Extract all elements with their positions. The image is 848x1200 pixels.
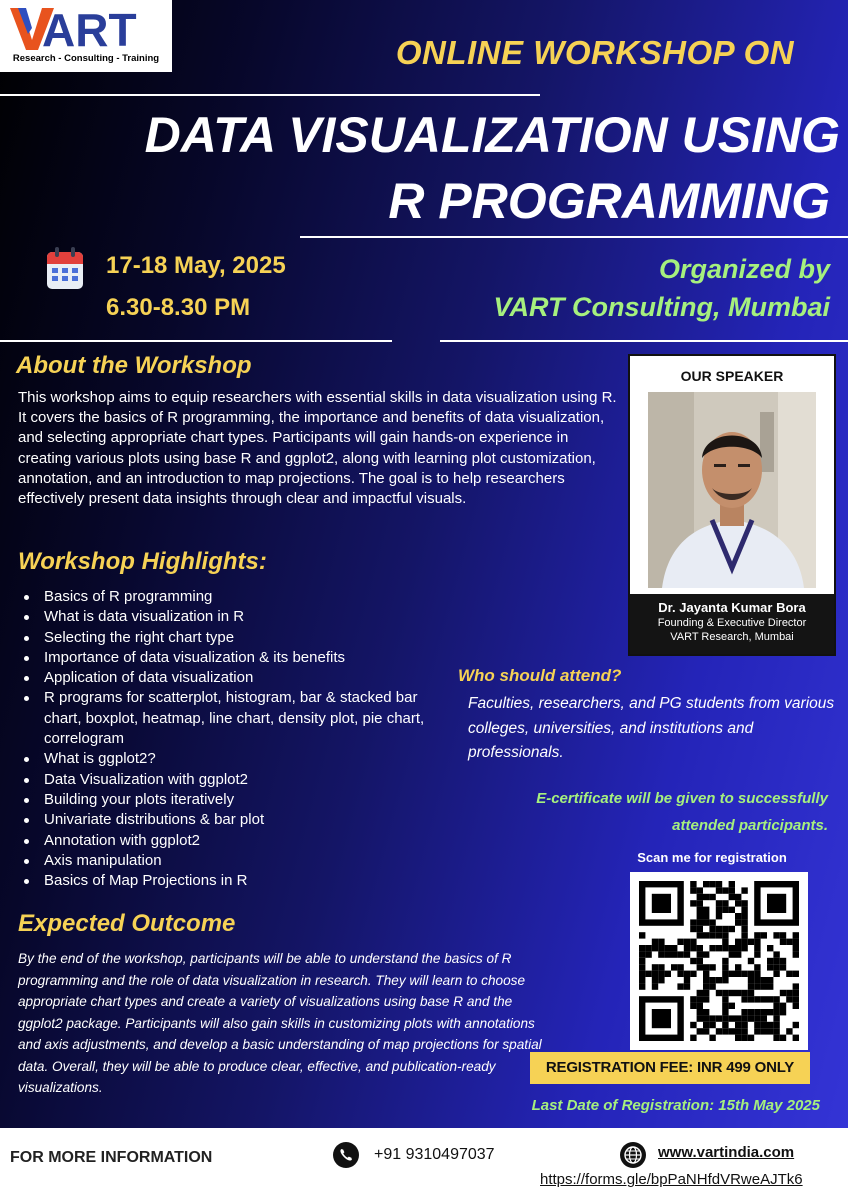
website-link[interactable]: www.vartindia.com bbox=[658, 1144, 795, 1161]
list-item: Building your plots iteratively bbox=[22, 790, 442, 810]
vart-logo-icon bbox=[8, 4, 164, 52]
audience-text: Faculties, researchers, and PG students from various colleges, universities, and institutions and professionals. bbox=[468, 695, 835, 761]
qr-code-icon bbox=[630, 872, 808, 1050]
svg-text:ART: ART bbox=[42, 4, 137, 52]
workshop-kicker: ONLINE WORKSHOP ON bbox=[395, 34, 795, 71]
speaker-name: Dr. Jayanta Kumar Bora bbox=[658, 600, 806, 615]
list-item: What is ggplot2? bbox=[22, 749, 442, 769]
list-item: Basics of Map Projections in R bbox=[22, 871, 442, 891]
list-item: Annotation with ggplot2 bbox=[22, 831, 442, 851]
highlights-list bbox=[22, 587, 442, 891]
divider bbox=[0, 340, 392, 342]
logo-tagline: Research - Consulting - Training bbox=[12, 53, 160, 64]
registration-form-link[interactable]: https://forms.gle/bpPaNHfdVRweAJTk6 bbox=[540, 1171, 803, 1188]
outcome-text: By the end of the workshop, participants will be able to understand the basics of R programming and the role of data visualization in research. They will learn to choose appropriate chart types and create a variety of visualizations using base R and the ggplot2 package. Participants will also gain skills in customizing plots with annotations and axis adjustments, and develop a basic understanding of map projections for spatial data. Overall, they will be able to produce clear, effective, and publication-ready visualizations. bbox=[18, 951, 542, 1095]
list-item: What is data visualization in R bbox=[22, 607, 442, 627]
registration-deadline: Last Date of Registration: 15th May 2025 bbox=[531, 1097, 820, 1114]
logo bbox=[0, 0, 172, 72]
list-item: R programs for scatterplot, histogram, bar & stacked bar chart, boxplot, heatmap, line chart, density plot, pie chart, correlogram bbox=[22, 688, 442, 749]
calendar-icon bbox=[46, 246, 84, 290]
registration-fee-badge bbox=[530, 1052, 810, 1084]
event-time: 6.30-8.30 PM bbox=[106, 294, 251, 321]
audience-heading: Who should attend? bbox=[458, 666, 622, 685]
registration-fee: REGISTRATION FEE: INR 499 ONLY bbox=[545, 1059, 795, 1076]
speaker-organization: VART Research, Mumbai bbox=[670, 631, 794, 643]
title-line-1: DATA VISUALIZATION USING bbox=[144, 107, 840, 163]
divider bbox=[440, 340, 848, 342]
about-text: This workshop aims to equip researchers with essential skills in data visualization using R. It covers the basics of R programming, the importance and benefits of data visualization, and selecting appropriate chart types. Participants will gain hands-on experience in creating various plots using base R and ggplot2, along with learning plot customization, annotation, and an introduction to map projections. The goal is to help researchers effectively present data insights through clear and impactful visuals. bbox=[18, 389, 617, 508]
list-item: Application of data visualization bbox=[22, 668, 442, 688]
speaker-portrait-image bbox=[648, 392, 816, 588]
more-info-label: FOR MORE INFORMATION bbox=[10, 1149, 213, 1166]
scan-label: Scan me for registration bbox=[637, 850, 787, 865]
list-item: Data Visualization with ggplot2 bbox=[22, 770, 442, 790]
divider bbox=[300, 236, 848, 238]
speaker-photo bbox=[648, 392, 816, 588]
registration-qr-code[interactable] bbox=[630, 872, 808, 1050]
organizer-name: VART Consulting, Mumbai bbox=[493, 292, 830, 322]
speaker-label: OUR SPEAKER bbox=[680, 368, 784, 384]
outcome-heading: Expected Outcome bbox=[18, 910, 236, 937]
phone-number[interactable]: +91 9310497037 bbox=[374, 1146, 495, 1163]
event-date: 17-18 May, 2025 bbox=[106, 252, 286, 279]
about-heading: About the Workshop bbox=[16, 352, 252, 379]
certificate-note-line-1: E-certificate will be given to successfully bbox=[536, 790, 828, 807]
footer bbox=[0, 1128, 848, 1200]
speaker-card bbox=[628, 354, 836, 656]
divider bbox=[0, 94, 540, 96]
list-item: Selecting the right chart type bbox=[22, 628, 442, 648]
speaker-caption bbox=[630, 594, 834, 654]
list-item: Basics of R programming bbox=[22, 587, 442, 607]
certificate-note-line-2: attended participants. bbox=[672, 817, 828, 834]
organized-by-label: Organized by bbox=[658, 254, 830, 284]
speaker-role: Founding & Executive Director bbox=[657, 617, 807, 629]
list-item: Importance of data visualization & its benefits bbox=[22, 648, 442, 668]
title-line-2: R PROGRAMMING bbox=[388, 173, 830, 229]
list-item: Univariate distributions & bar plot bbox=[22, 810, 442, 830]
phone-icon bbox=[333, 1142, 359, 1168]
globe-icon bbox=[620, 1142, 646, 1168]
highlights-heading: Workshop Highlights: bbox=[18, 548, 267, 575]
list-item: Axis manipulation bbox=[22, 851, 442, 871]
